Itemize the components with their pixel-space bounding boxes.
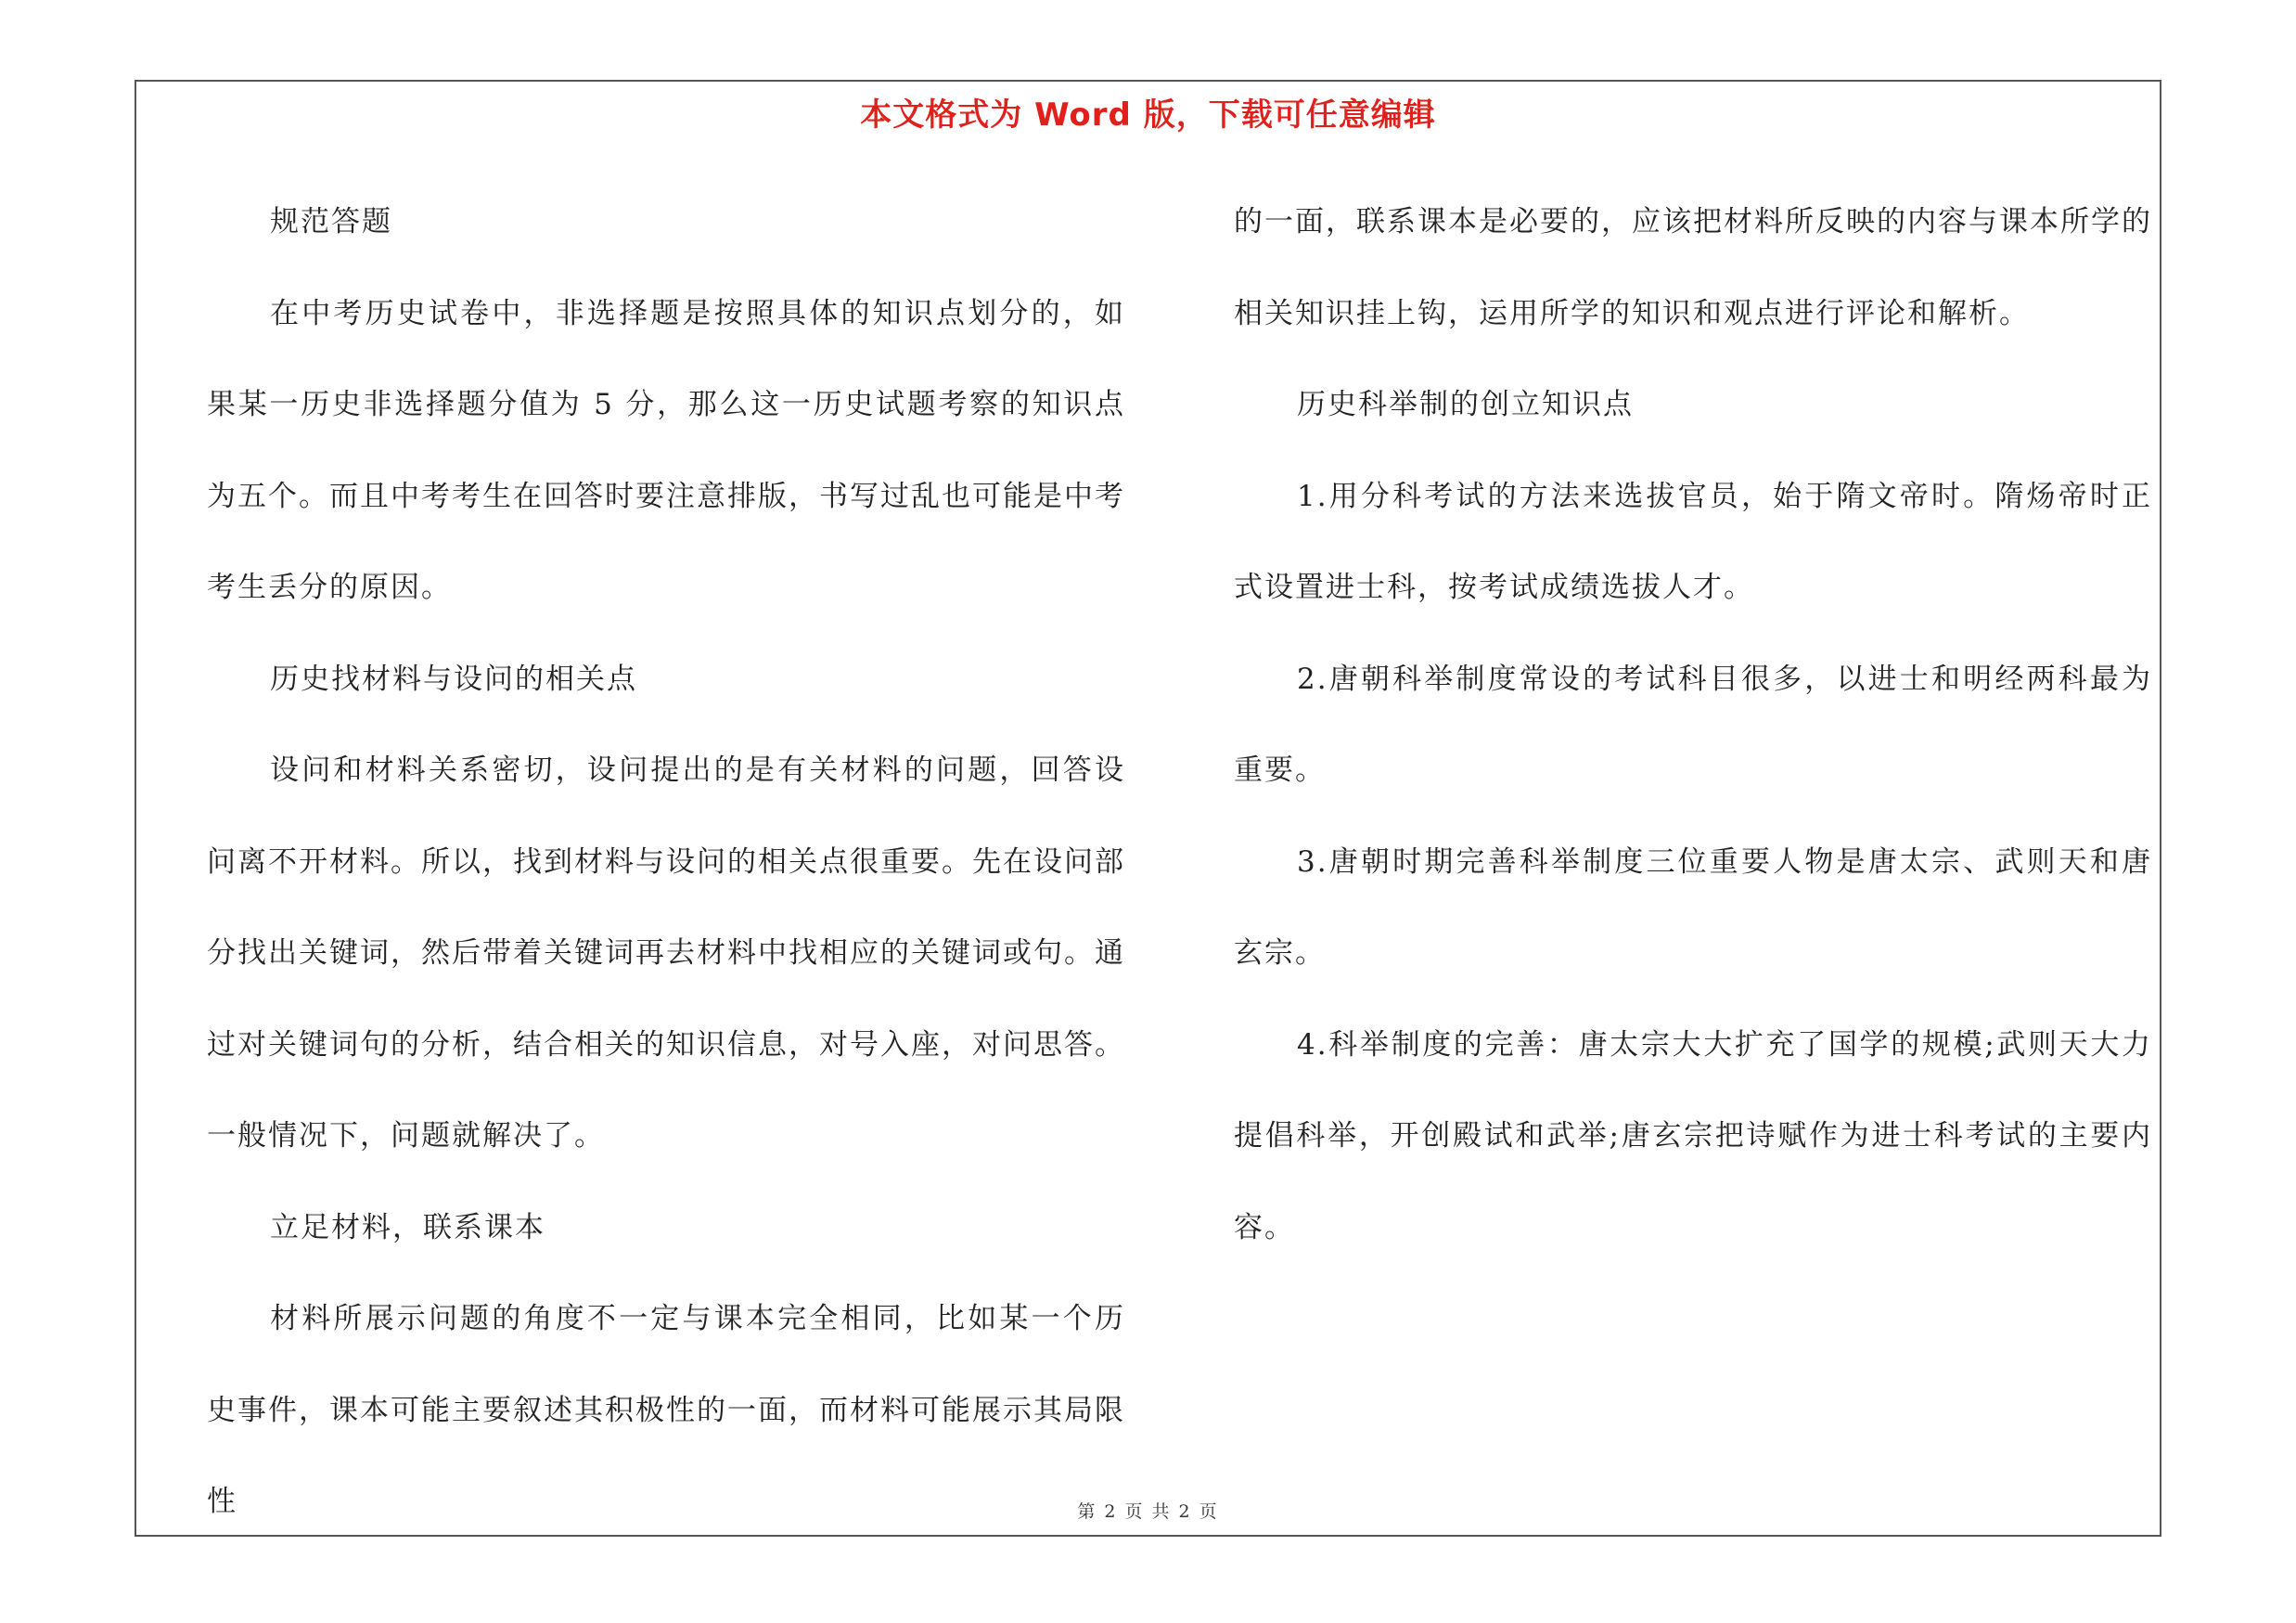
section-heading: 规范答题 [270, 205, 392, 238]
left-column [207, 176, 1125, 1548]
list-item: 2.唐朝科举制度常设的考试科目很多，以进士和明经两科最为重要。 [1234, 662, 2152, 787]
body-paragraph: 在中考历史试卷中，非选择题是按照具体的知识点划分的，如果某一历史非选择题分值为 5 分，那么这一历史试题考察的知识点为五个。而且中考考生在回答时要注意排版，书写过乱也可能是中考考生丢分的原因。 [207, 296, 1125, 604]
body-paragraph-continued: 的一面，联系课本是必要的，应该把材料所反映的内容与课本所学的相关知识挂上钩，运用所学的知识和观点进行评论和解析。 [1234, 205, 2152, 330]
section-heading: 立足材料，联系课本 [270, 1210, 545, 1244]
page-number-footer: 第 2 页 共 2 页 [1077, 1501, 1219, 1522]
body-paragraph: 材料所展示问题的角度不一定与课本完全相同，比如某一个历史事件，课本可能主要叙述其积极性的一面，而材料可能展示其局限性 [207, 1302, 1125, 1518]
list-item: 1.用分科考试的方法来选拔官员，始于隋文帝时。隋炀帝时正式设置进士科，按考试成绩选拔人才。 [1234, 479, 2152, 604]
document-header-title: 本文格式为 Word 版，下载可任意编辑 [860, 97, 1436, 134]
section-heading: 历史科举制的创立知识点 [1297, 388, 1634, 421]
right-column [1234, 176, 2152, 1273]
section-heading: 历史找材料与设问的相关点 [270, 662, 637, 696]
body-paragraph: 设问和材料关系密切，设问提出的是有关材料的问题，回答设问离不开材料。所以，找到材料与设问的相关点很重要。先在设问部分找出关键词，然后带着关键词再去材料中找相应的关键词或句。通过对关键词句的分析，结合相关的知识信息，对号入座，对问思答。一般情况下，问题就解决了。 [207, 754, 1125, 1153]
list-item: 3.唐朝时期完善科举制度三位重要人物是唐太宗、武则天和唐玄宗。 [1234, 844, 2152, 970]
list-item: 4.科举制度的完善：唐太宗大大扩充了国学的规模;武则天大力提倡科举，开创殿试和武举;唐玄宗把诗赋作为进士科考试的主要内容。 [1234, 1027, 2152, 1244]
